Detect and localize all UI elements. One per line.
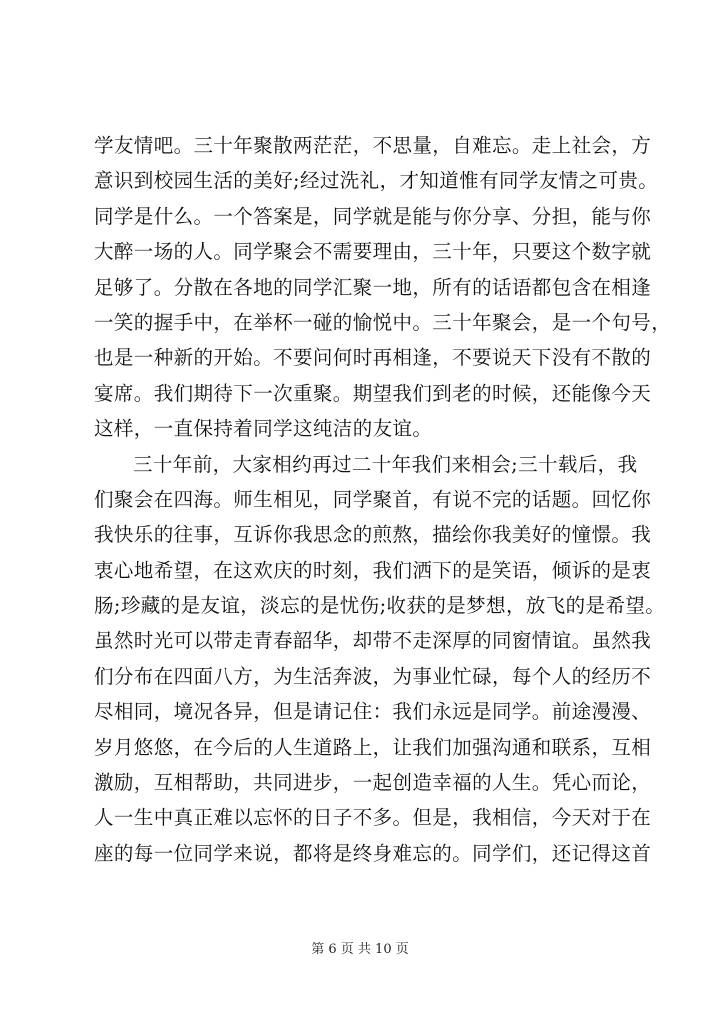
text-line: 们分布在四面八方，为生活奔波，为事业忙碌，每个人的经历不 xyxy=(94,664,652,688)
page-number: 第 6 页 共 10 页 xyxy=(311,942,409,957)
text-line: 宴席。我们期待下一次重聚。期望我们到老的时候，还能像今天 xyxy=(94,381,652,405)
text-line: 肠;珍藏的是友谊，淡忘的是忧伤;收获的是梦想，放飞的是希望。 xyxy=(94,594,666,618)
paragraph-2 xyxy=(94,447,666,872)
text-line: 岁月悠悠，在今后的人生道路上，让我们加强沟通和联系，互相 xyxy=(94,735,652,759)
text-line: 三十年前，大家相约再过二十年我们来相会;三十载后，我 xyxy=(133,452,638,476)
text-line: 衷心地希望，在这欢庆的时刻，我们洒下的是笑语，倾诉的是衷 xyxy=(94,558,652,582)
text-line: 一笑的握手中，在举杯一碰的愉悦中。三十年聚会，是一个句号， xyxy=(94,310,672,334)
text-line: 激励，互相帮助，共同进步，一起创造幸福的人生。凭心而论， xyxy=(94,771,652,795)
text-line: 大醉一场的人。同学聚会不需要理由，三十年，只要这个数字就 xyxy=(94,240,652,264)
text-line: 座的每一位同学来说，都将是终身难忘的。同学们，还记得这首 xyxy=(94,841,652,865)
text-line: 意识到校园生活的美好;经过洗礼，才知道惟有同学友情之可贵。 xyxy=(94,169,659,193)
text-line: 同学是什么。一个答案是，同学就是能与你分享、分担，能与你 xyxy=(94,204,652,228)
text-line: 也是一种新的开始。不要问何时再相逢，不要说天下没有不散的 xyxy=(94,346,652,370)
body-text xyxy=(94,128,672,871)
text-line: 足够了。分散在各地的同学汇聚一地，所有的话语都包含在相逢 xyxy=(94,275,652,299)
text-line: 虽然时光可以带走青春韶华，却带不走深厚的同窗情谊。虽然我 xyxy=(94,629,652,653)
text-line: 人一生中真正难以忘怀的日子不多。但是，我相信，今天对于在 xyxy=(94,806,652,830)
text-line: 尽相同，境况各异，但是请记住：我们永远是同学。前途漫漫、 xyxy=(94,700,652,724)
text-line: 学友情吧。三十年聚散两茫茫，不思量，自难忘。走上社会，方 xyxy=(94,134,652,157)
paragraph-1 xyxy=(94,128,672,447)
text-line: 这样，一直保持着同学这纯洁的友谊。 xyxy=(94,417,433,441)
text-line: 们聚会在四海。师生相见，同学聚首，有说不完的话题。回忆你 xyxy=(94,487,652,511)
page-footer xyxy=(0,938,720,957)
text-line: 我快乐的往事，互诉你我思念的煎熬，描绘你我美好的憧憬。我 xyxy=(94,523,652,547)
